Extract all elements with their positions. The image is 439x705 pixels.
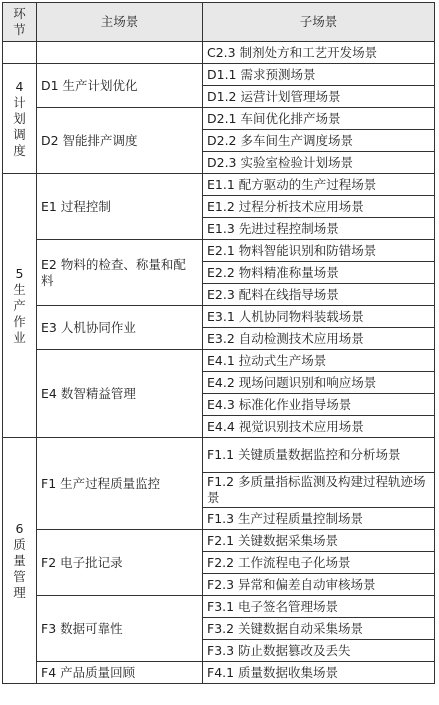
sub-scene-cell: E3.1 人机协同物料装载场景 [203, 306, 435, 328]
segment-char: 管 [13, 568, 26, 584]
segment-number: 6 [15, 520, 24, 536]
table-row [3, 108, 435, 130]
segment-char: 调 [13, 126, 26, 142]
sub-scene-cell: D2.2 多车间生产调度场景 [203, 130, 435, 152]
table-row [3, 662, 435, 684]
sub-scene-cell: E1.3 先进过程控制场景 [203, 218, 435, 240]
sub-scene-cell: D1.1 需求预测场景 [203, 64, 435, 86]
main-scene-cell: F2 电子批记录 [37, 530, 203, 596]
segment-char: 度 [13, 142, 26, 158]
header-sub-scene: 子场景 [203, 3, 435, 42]
segment-char: 作 [13, 313, 26, 329]
header-row [3, 3, 435, 42]
main-scene-cell: F3 数据可靠性 [37, 596, 203, 662]
sub-scene-cell: E4.2 现场问题识别和响应场景 [203, 372, 435, 394]
sub-scene-cell: E4.3 标准化作业指导场景 [203, 394, 435, 416]
sub-scene-cell: E2.3 配料在线指导场景 [203, 284, 435, 306]
table-row [3, 306, 435, 328]
sub-scene-cell: F1.2 多质量指标监测及构建过程轨迹场景 [203, 473, 435, 508]
main-scene-cell: E2 物料的检查、称量和配料 [37, 240, 203, 306]
sub-scene-cell: F2.3 异常和偏差自动审核场景 [203, 574, 435, 596]
segment-char: 产 [13, 297, 26, 313]
table-row [3, 64, 435, 86]
sub-scene-cell: F3.2 关键数据自动采集场景 [203, 618, 435, 640]
segment-cell [3, 438, 37, 684]
table-row [3, 530, 435, 552]
header-segment-line1: 环 [13, 6, 26, 21]
table-row [3, 174, 435, 196]
main-scene-cell: F1 生产过程质量监控 [37, 438, 203, 530]
sub-scene-cell: F3.1 电子签名管理场景 [203, 596, 435, 618]
sub-scene-cell: E2.2 物料精准称量场景 [203, 262, 435, 284]
table-row [3, 438, 435, 473]
segment-char: 质 [13, 536, 26, 552]
main-scene-cell: D2 智能排产调度 [37, 108, 203, 174]
segment-char: 生 [13, 281, 26, 297]
segment-char: 划 [13, 110, 26, 126]
sub-scene-cell: E1.1 配方驱动的生产过程场景 [203, 174, 435, 196]
sub-scene-cell: D1.2 运营计划管理场景 [203, 86, 435, 108]
table-row [3, 240, 435, 262]
sub-scene-cell: E2.1 物料智能识别和防错场景 [203, 240, 435, 262]
main-scene-cell: E1 过程控制 [37, 174, 203, 240]
header-segment [3, 3, 37, 42]
sub-scene-cell: E3.2 自动检测技术应用场景 [203, 328, 435, 350]
segment-char: 计 [13, 94, 26, 110]
sub-scene-cell: F2.1 关键数据采集场景 [203, 530, 435, 552]
segment-cell-empty [3, 42, 37, 64]
sub-scene-cell: F1.1 关键质量数据监控和分析场景 [203, 438, 435, 473]
segment-cell [3, 174, 37, 438]
sub-scene-cell: E1.2 过程分析技术应用场景 [203, 196, 435, 218]
segment-cell [3, 64, 37, 174]
main-cell-empty [37, 42, 203, 64]
header-main-scene: 主场景 [37, 3, 203, 42]
table-row [3, 350, 435, 372]
sub-scene-cell: F2.2 工作流程电子化场景 [203, 552, 435, 574]
main-scene-cell: D1 生产计划优化 [37, 64, 203, 108]
segment-char: 业 [13, 329, 26, 345]
table-row [3, 596, 435, 618]
segment-number: 4 [15, 78, 24, 94]
main-scene-cell: E4 数智精益管理 [37, 350, 203, 438]
sub-scene-cell: D2.1 车间优化排产场景 [203, 108, 435, 130]
sub-scene-cell: F1.3 生产过程质量控制场景 [203, 508, 435, 530]
sub-scene-cell: E4.1 拉动式生产场景 [203, 350, 435, 372]
table-body [3, 42, 435, 684]
sub-scene-cell: E4.4 视觉识别技术应用场景 [203, 416, 435, 438]
sub-scene-cell: F3.3 防止数据篡改及丢失 [203, 640, 435, 662]
segment-number: 5 [15, 265, 24, 281]
sub-scene-cell: C2.3 制剂处方和工艺开发场景 [203, 42, 435, 64]
segment-char: 量 [13, 552, 26, 568]
sub-scene-cell: F4.1 质量数据收集场景 [203, 662, 435, 684]
scenario-table [2, 2, 435, 684]
header-segment-line2: 节 [13, 22, 26, 37]
main-scene-cell: F4 产品质量回顾 [37, 662, 203, 684]
table-row [3, 42, 435, 64]
main-scene-cell: E3 人机协同作业 [37, 306, 203, 350]
sub-scene-cell: D2.3 实验室检验计划场景 [203, 152, 435, 174]
segment-char: 理 [13, 584, 26, 600]
